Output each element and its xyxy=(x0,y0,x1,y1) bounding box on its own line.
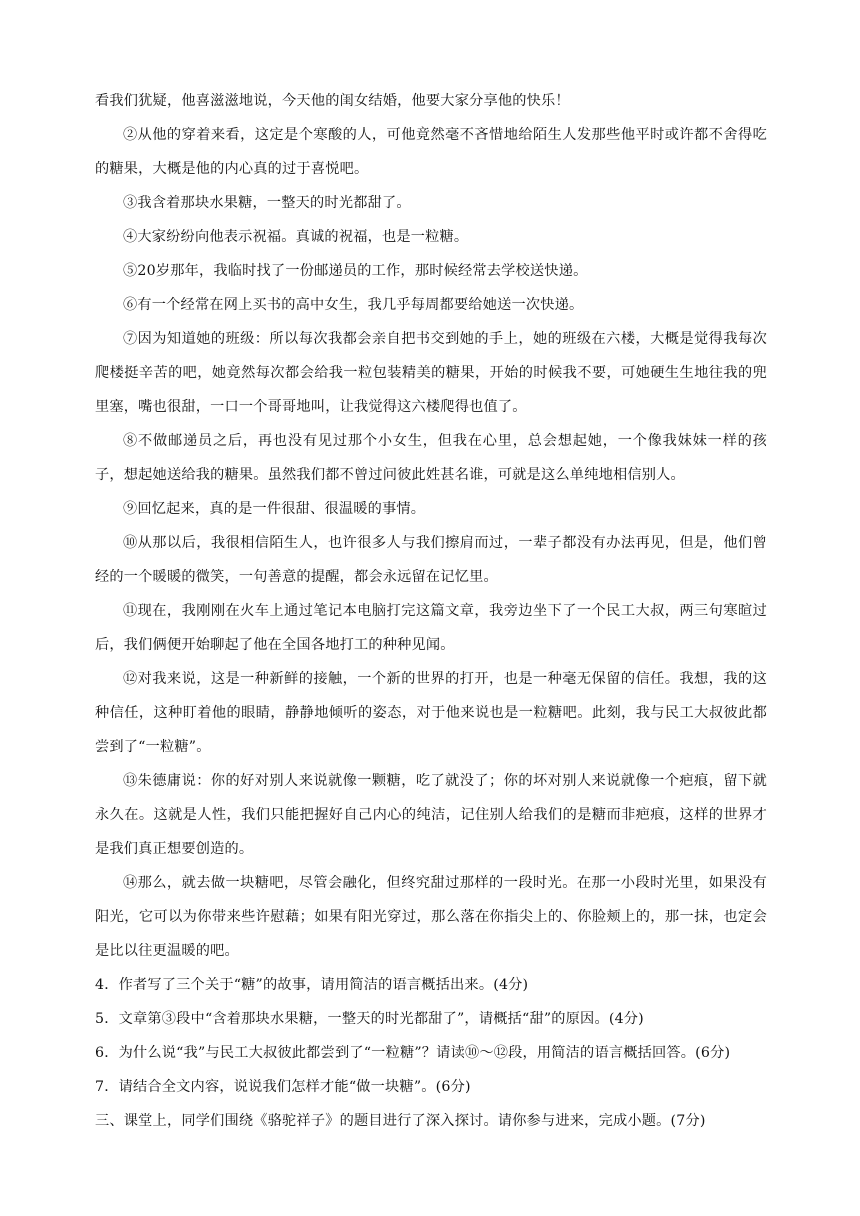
paragraph-7: ⑦因为知道她的班级：所以每次我都会亲自把书交到她的手上，她的班级在六楼，大概是觉得我每次爬楼挺辛苦的吧，她竟然每次都会给我一粒包装精美的糖果，开始的时候我不要，可她硬生生地往我的兜里塞，嘴也很甜，一口一个哥哥地叫，让我觉得这六楼爬得也值了。 xyxy=(95,331,767,415)
paragraph-12: ⑫对我来说，这是一种新鲜的接触，一个新的世界的打开，也是一种毫无保留的信任。我想，我的这种信任，这种盯着他的眼睛，静静地倾听的姿态，对于他来说也是一粒糖吧。此刻，我与民工大叔彼此都尝到了“一粒糖”。 xyxy=(95,671,767,755)
question-4: 4．作者写了三个关于“糖”的故事，请用简洁的语言概括出来。(4分) xyxy=(95,977,529,993)
paragraph-6: ⑥有一个经常在网上买书的高中女生，我几乎每周都要给她送一次快递。 xyxy=(123,297,584,313)
paragraph-13: ⑬朱德庸说：你的好对别人来说就像一颗糖，吃了就没了；你的坏对别人来说就像一个疤痕，留下就永久在。这就是人性，我们只能把握好自己内心的纯洁，记住别人给我们的是糖而非疤痕，这样的世界才是我们真正想要创造的。 xyxy=(95,773,767,857)
paragraph-11: ⑪现在，我刚刚在火车上通过笔记本电脑打完这篇文章，我旁边坐下了一个民工大叔，两三句寒暄过后，我们俩便开始聊起了他在全国各地打工的种种见闻。 xyxy=(95,603,767,653)
document-page xyxy=(95,84,767,1138)
question-5: 5．文章第③段中“含着那块水果糖，一整天的时光都甜了”，请概括“甜”的原因。(4分) xyxy=(95,1011,644,1027)
paragraph-5: ⑤20岁那年，我临时找了一份邮递员的工作，那时候经常去学校送快递。 xyxy=(123,263,588,279)
paragraph-4: ④大家纷纷向他表示祝福。真诚的祝福，也是一粒糖。 xyxy=(123,229,469,245)
paragraph-1-continued: 看我们犹疑，他喜滋滋地说，今天他的闺女结婚，他要大家分享他的快乐！ xyxy=(95,93,570,109)
paragraph-3: ③我含着那块水果糖，一整天的时光都甜了。 xyxy=(123,195,411,211)
paragraph-10: ⑩从那以后，我很相信陌生人，也许很多人与我们擦肩而过，一辈子都没有办法再见，但是，他们曾经的一个暖暖的微笑，一句善意的提醒，都会永远留在记忆里。 xyxy=(95,535,767,585)
questions-section xyxy=(95,968,767,1138)
paragraph-8: ⑧不做邮递员之后，再也没有见过那个小女生，但我在心里，总会想起她，一个像我妹妹一样的孩子，想起她送给我的糖果。虽然我们都不曾过问彼此姓甚名谁，可就是这么单纯地相信别人。 xyxy=(95,433,767,483)
paragraph-14: ⑭那么，就去做一块糖吧，尽管会融化，但终究甜过那样的一段时光。在那一小段时光里，如果没有阳光，它可以为你带来些许慰藉；如果有阳光穿过，那么落在你指尖上的、你脸颊上的，那一抹，也定会是比以往更温暖的吧。 xyxy=(95,875,767,959)
question-6: 6．为什么说“我”与民工大叔彼此都尝到了“一粒糖”？请读⑩～⑫段，用简洁的语言概括回答。(6分) xyxy=(95,1045,731,1061)
reading-passage xyxy=(95,84,767,968)
question-7: 7．请结合全文内容，说说我们怎样才能“做一块糖”。(6分) xyxy=(95,1079,471,1095)
paragraph-2: ②从他的穿着来看，这定是个寒酸的人，可他竟然毫不吝惜地给陌生人发那些他平时或许都不舍得吃的糖果，大概是他的内心真的过于喜悦吧。 xyxy=(95,127,767,177)
paragraph-9: ⑨回忆起来，真的是一件很甜、很温暖的事情。 xyxy=(123,501,426,517)
section-three-heading: 三、课堂上，同学们围绕《骆驼祥子》的题目进行了深入探讨。请你参与进来，完成小题。(7分) xyxy=(95,1113,706,1129)
